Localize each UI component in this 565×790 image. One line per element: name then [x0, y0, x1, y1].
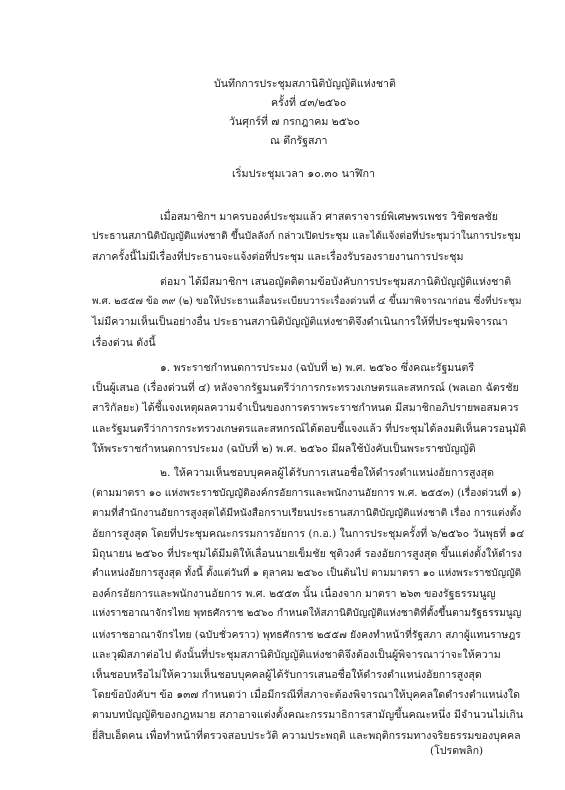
paragraph-line: แห่งราชอาณาจักรไทย (ฉบับชั่วคราว) พุทธศักราช ๒๕๕๗ ยังคงทำหน้าที่รัฐสภา สภาผู้แทนราษฎร — [92, 628, 521, 641]
paragraph-opening — [92, 207, 528, 268]
paragraph-line: ประธานสภานิติบัญญัติแห่งชาติ ขึ้นบัลลังก์ กล่าวเปิดประชุม และได้แจ้งต่อที่ประชุมว่าในการประชุม — [92, 231, 521, 243]
paragraph-line: องค์กรอัยการและพนักงานอัยการ พ.ศ. ๒๕๕๓ นั้น เนื่องจาก มาตรา ๒๖๓ ของรัฐธรรมนูญ — [92, 588, 496, 601]
paragraph-line: ยี่สิบเอ็ดคน เพื่อทำหน้าที่ตรวจสอบประวัติ ความประพฤติ และพฤติกรรมทางจริยธรรมของบุคคล — [92, 729, 521, 742]
paragraph-line: ให้พระราชกำหนดการประมง (ฉบับที่ ๒) พ.ศ. ๒๕๖๐ มีผลใช้บังคับเป็นพระราชบัญญัติ — [92, 442, 476, 455]
header-place: ณ ตึกรัฐสภา — [270, 135, 328, 147]
header-meeting-no: ครั้งที่ ๔๓/๒๕๖๐ — [271, 97, 347, 109]
page-turn-note: (โปรดพลิก) — [430, 745, 484, 757]
paragraph-line: สภาครั้งนี้ไม่มีเรื่องที่ประธานจะแจ้งต่อที่ประชุม และเรื่องรับรองรายงานการประชุม — [92, 251, 464, 264]
paragraph-line: ๒. ให้ความเห็นชอบบุคคลผู้ได้รับการเสนอชื่อให้ดำรงตำแหน่งอัยการสูงสุด — [160, 467, 494, 479]
paragraph-line: ๑. พระราชกำหนดการประมง (ฉบับที่ ๒) พ.ศ. ๒๕๖๐ ซึ่งคณะรัฐมนตรี — [160, 362, 475, 374]
paragraph-line: และรัฐมนตรีว่าการกระทรวงเกษตรและสหกรณ์ได้ตอบชี้แจงแล้ว ที่ประชุมได้ลงมติเห็นควรอนุมัติ — [92, 422, 527, 435]
paragraph-line: ตามบทบัญญัติของกฎหมาย สภาอาจแต่งตั้งคณะกรรมาธิการสามัญขึ้นคณะหนึ่ง มีจำนวนไม่เกิน — [92, 709, 524, 722]
paragraph-line: พ.ศ. ๒๕๕๗ ข้อ ๓๙ (๒) ขอให้ประธานเลื่อนระเบียบวาระเรื่องด่วนที่ ๔ ขึ้นมาพิจารณาก่อน ซึ่งที่ประชุม — [92, 296, 522, 308]
paragraph-motion — [92, 272, 528, 353]
paragraph-item-2 — [92, 463, 528, 746]
paragraph-line: มิถุนายน ๒๕๖๐ ที่ประชุมได้มีมติให้เลื่อนนายเข็มชัย ชุติวงศ์ รองอัยการสูงสุด ขึ้นแต่งตั้งให้ดำรง — [92, 547, 522, 560]
paragraph-line: โดยข้อบังคับฯ ข้อ ๑๓๗ กำหนดว่า เมื่อมีกรณีที่สภาจะต้องพิจารณาให้บุคคลใดดำรงตำแหน่งใด — [92, 689, 520, 702]
paragraph-line: เห็นชอบหรือไม่ให้ความเห็นชอบบุคคลผู้ได้รับการเสนอชื่อให้ดำรงตำแหน่งอัยการสูงสุด — [92, 669, 482, 682]
paragraph-line: ตำแหน่งอัยการสูงสุด ทั้งนี้ ตั้งแต่วันที่ ๑ ตุลาคม ๒๕๖๐ เป็นต้นไป ตามมาตรา ๑๐ แห่งพระราชบัญญัติ — [92, 568, 522, 580]
paragraph-line: (ตามมาตรา ๑๐ แห่งพระราชบัญญัติองค์กรอัยการและพนักงานอัยการ พ.ศ. ๒๕๕๓) (เรื่องด่วนที่ ๑) — [92, 487, 522, 500]
paragraph-line: ไม่มีความเห็นเป็นอย่างอื่น ประธานสภานิติบัญญัติแห่งชาติจึงดำเนินการให้ที่ประชุมพิจารณา — [92, 316, 508, 329]
paragraph-line: เป็นผู้เสนอ (เรื่องด่วนที่ ๔) หลังจากรัฐมนตรีว่าการกระทรวงเกษตรและสหกรณ์ (พลเอก ฉัตรชัย — [92, 382, 519, 395]
paragraph-line: สาริกัลยะ) ได้ชี้แจงเหตุผลความจำเป็นของการตราพระราชกำหนด มีสมาชิกอภิปรายพอสมควร — [92, 402, 519, 415]
paragraph-line: ต่อมา ได้มีสมาชิกฯ เสนอญัตติตามข้อบังคับการประชุมสภานิติบัญญัติแห่งชาติ — [160, 276, 512, 288]
paragraph-line: และวุฒิสภาต่อไป ดังนั้นที่ประชุมสภานิติบัญญัติแห่งชาติจึงต้องเป็นผู้พิจารณาว่าจะให้ความ — [92, 648, 501, 661]
header-date: วันศุกร์ที่ ๗ กรกฎาคม ๒๕๖๐ — [229, 116, 360, 128]
paragraph-line: เมื่อสมาชิกฯ มาครบองค์ประชุมแล้ว ศาสตราจารย์พิเศษพรเพชร วิชิตชลชัย — [160, 211, 498, 223]
paragraph-item-1 — [92, 358, 528, 459]
document-header — [214, 75, 396, 151]
paragraph-line: แห่งราชอาณาจักรไทย พุทธศักราช ๒๕๖๐ กำหนดให้สภานิติบัญญัติแห่งชาติที่ตั้งขึ้นตามรัฐธรรมนูญ — [92, 608, 522, 620]
start-time: เริ่มประชุมเวลา ๑๐.๓๐ นาฬิกา — [232, 167, 376, 180]
paragraph-line: เรื่องด่วน ดังนี้ — [92, 336, 156, 349]
header-title: บันทึกการประชุมสภานิติบัญญัติแห่งชาติ — [214, 78, 396, 90]
paragraph-line: อัยการสูงสุด โดยที่ประชุมคณะกรรมการอัยการ (ก.อ.) ในการประชุมครั้งที่ ๖/๒๕๖๐ วันพุธที่ ๑๔ — [92, 527, 525, 540]
paragraph-line: ตามที่สำนักงานอัยการสูงสุดได้มีหนังสือกราบเรียนประธานสภานิติบัญญัติแห่งชาติ เรื่อง การแต่งตั้ง — [92, 507, 522, 520]
